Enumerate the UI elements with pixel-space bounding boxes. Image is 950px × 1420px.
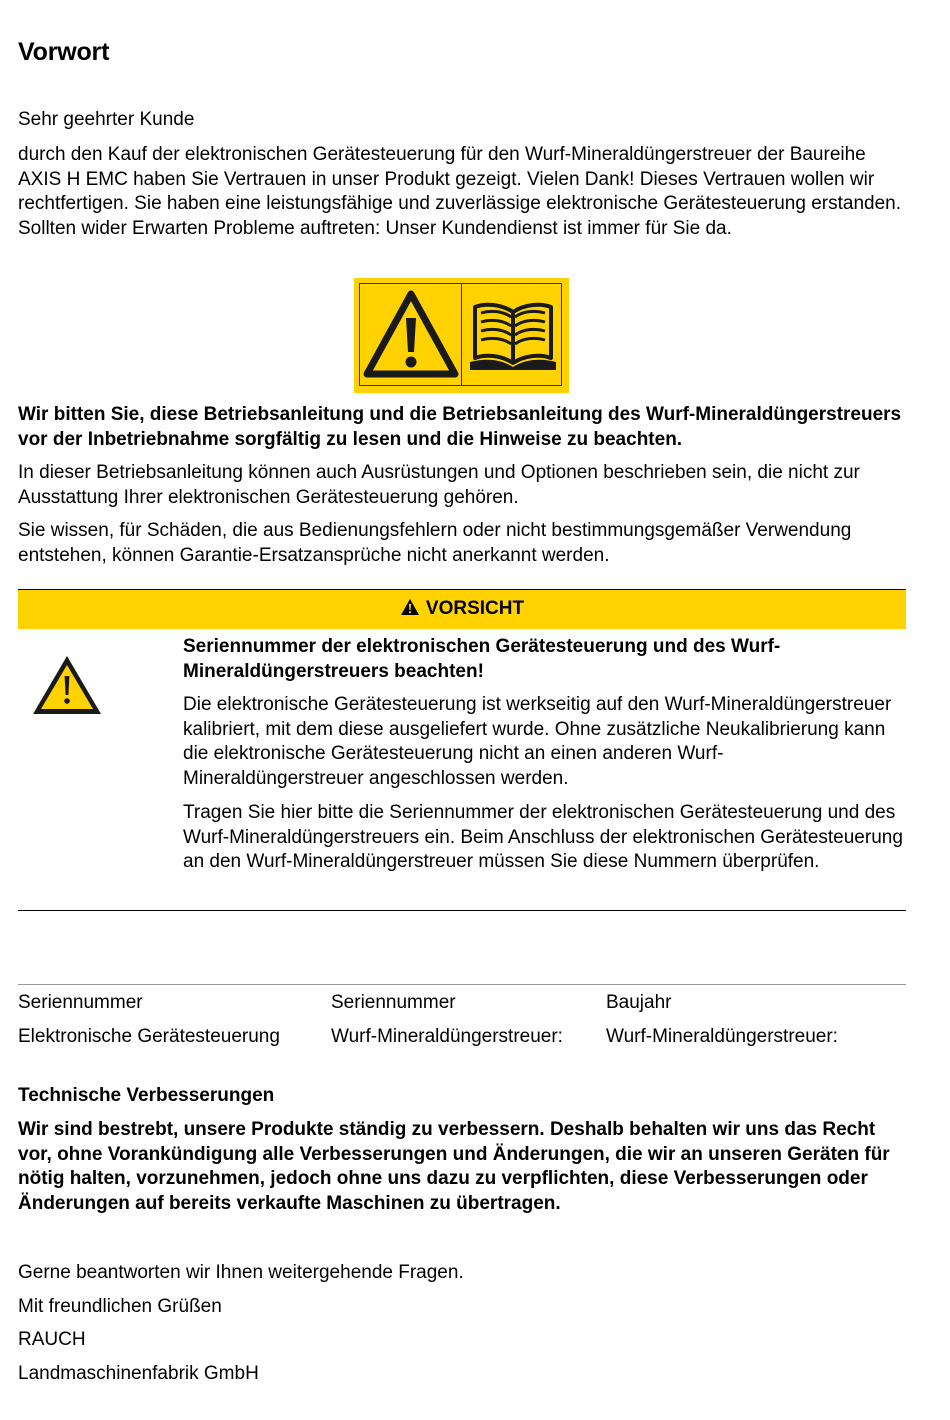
serial-top-rule [18,984,906,985]
serial-field-sublabel: Wurf-Mineraldüngerstreuer: [606,1026,838,1047]
serial-field-label: Baujahr [606,992,672,1013]
company-name-full: Landmaschinenfabrik GmbH [18,1363,259,1384]
salutation: Sehr geehrter Kunde [18,109,195,130]
read-manual-notice: Wir bitten Sie, diese Betriebsanleitung und die Betriebsanleitung des Wurf-Mineraldüngerstreuers vor der Inbetriebnahme sorgfältig zu lesen und die Hinweise zu beachten. [18,404,902,450]
caution-bottom-rule [18,910,906,911]
tech-improvements-text: Wir sind bestrebt, unsere Produkte ständig zu verbessern. Deshalb behalten wir uns das Recht vor, ohne Vorankündigung alle Verbesserungen und Änderungen, die wir an unseren Geräten für nötig halten, vorzunehmen, jedoch ohne uns dazu zu verpflichten, diese Verbesserungen oder Änderungen auf bereits verkaufte Maschinen zu übertragen. [18,1119,890,1214]
serial-field-sublabel: Wurf-Mineraldüngerstreuer: [331,1026,563,1047]
serial-field-label: Seriennummer [18,992,143,1013]
manual-book-icon [467,296,559,374]
warning-triangle-icon [30,653,104,717]
tech-improvements-heading: Technische Verbesserungen [18,1085,275,1106]
caution-label: VORSICHT [425,598,525,619]
page-title: Vorwort [18,38,110,66]
warranty-note: Sie wissen, für Schäden, die aus Bedienungsfehlern oder nicht bestimmungsgemäßer Verwendung entstehen, können Garantie-Ersatzansprüche nicht anerkannt werden. [18,520,852,566]
caution-text-serial: Tragen Sie hier bitte die Seriennummer der elektronischen Gerätesteuerung und des Wurf-Mineraldüngerstreuers ein. Beim Anschluss der elektronischen Gerätesteuerung an den Wurf-Mineraldüngerstreuer müssen Sie diese Nummern überprüfen. [183,802,903,872]
closing-questions: Gerne beantworten wir Ihnen weitergehende Fragen. [18,1262,464,1283]
serial-field-sublabel: Elektronische Gerätesteuerung [18,1026,280,1047]
serial-field-label: Seriennummer [331,992,456,1013]
caution-text-calibration: Die elektronische Gerätesteuerung ist werkseitig auf den Wurf-Mineraldüngerstreuer kalibriert, mit dem diese ausgeliefert wurde. Ohne zusätzliche Neukalibrierung kann die elektronische Gerätesteuerung nicht an einen anderen Wurf-Mineraldüngerstreuer angeschlossen werden. [183,694,892,789]
caution-header [18,589,906,629]
warning-triangle-icon [362,288,460,380]
company-name: RAUCH [18,1329,86,1350]
warning-small-icon [400,598,420,616]
caution-title: Seriennummer der elektronischen Gerätesteuerung und des Wurf-Mineraldüngerstreuers beachten! [183,636,781,682]
intro-paragraph: durch den Kauf der elektronischen Gerätesteuerung für den Wurf-Mineraldüngerstreuer der Baureihe AXIS H EMC haben Sie Vertrauen in unser Produkt gezeigt. Vielen Dank! Dieses Vertrauen wollen wir rechtfertigen. Sie haben eine leistungsfähige und zuverlässige elektronische Gerätesteuerung erstanden. Sollten wider Erwarten Probleme auftreten: Unser Kundendienst ist immer für Sie da. [18,144,902,239]
safety-symbols [354,278,569,393]
options-note: In dieser Betriebsanleitung können auch Ausrüstungen und Optionen beschrieben sein, die nicht zur Ausstattung Ihrer elektronischen Gerätesteuerung gehören. [18,462,860,508]
closing-regards: Mit freundlichen Grüßen [18,1296,222,1317]
